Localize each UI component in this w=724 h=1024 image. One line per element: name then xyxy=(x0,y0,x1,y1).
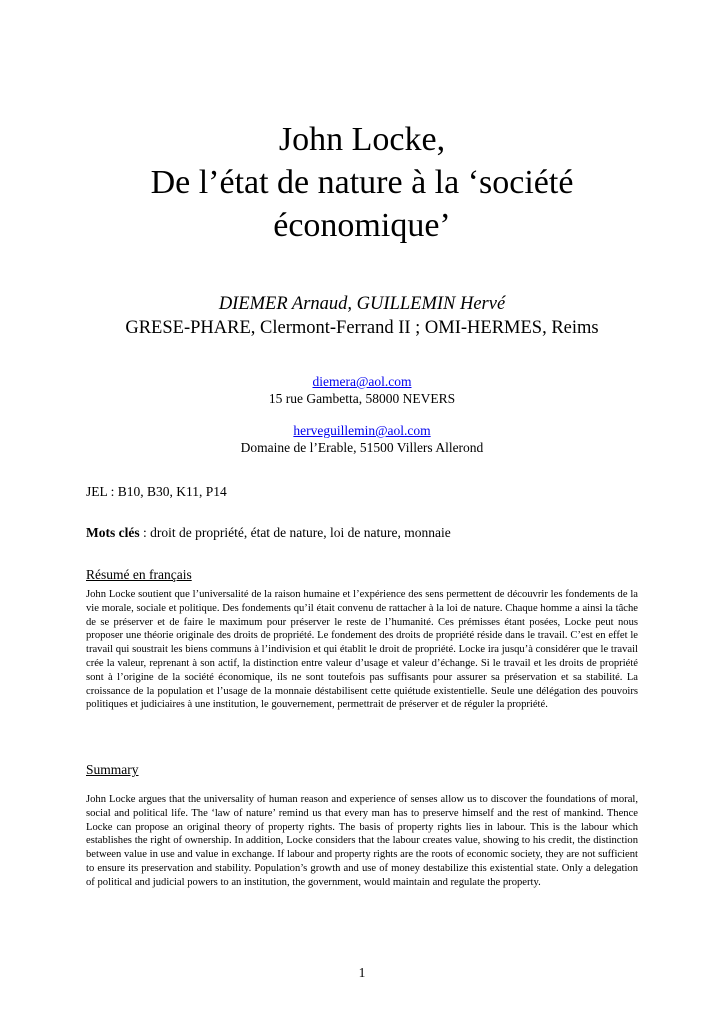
postal-address-2: Domaine de l’Erable, 51500 Villers Allerond xyxy=(240,440,484,455)
keywords-text: : droit de propriété, état de nature, loi de nature, monnaie xyxy=(139,525,451,540)
title-line-2: De l’état de nature à la ‘société xyxy=(150,164,574,201)
jel-codes: JEL : B10, B30, K11, P14 xyxy=(86,484,227,499)
email-link-2[interactable]: herveguillemin@aol.com xyxy=(293,423,431,438)
paper-title xyxy=(0,118,724,247)
author-affiliation: GRESE-PHARE, Clermont-Ferrand II ; OMI-HERMES, Reims xyxy=(125,318,599,338)
summary-paragraph: John Locke argues that the universality of human reason and experience of senses allow us to discover the foundations of moral, social and political life. The ‘law of nature’ remind us that every man has to preserve himself and the rest of mankind. Thence Locke can propose an original theory of property rights. The basis of property rights lies in labour. This is the labour which establishes the right of ownership. In addition, Locke considers that the labour creates value, showing to his credit, the distinction between value in use and value in exchange. If labour and property rights are the roots of economic society, they are not sufficient to ensure its preservation and stability. Population’s growth and use of money destabilize this existential state. Only a delegation of political and judicial powers to an institution, the government, would maintain and regulate the property. xyxy=(86,794,638,888)
contact-block-1 xyxy=(0,373,724,407)
keywords-line xyxy=(86,524,451,541)
contact-block-2 xyxy=(0,422,724,456)
page-number: 1 xyxy=(358,965,366,980)
postal-address-1: 15 rue Gambetta, 58000 NEVERS xyxy=(268,391,456,406)
resume-paragraph: John Locke soutient que l’universalité de la raison humaine et l’expérience des sens permettent de découvrir les fondements de la vie morale, sociale et politique. Des fondements qu’il était convenu de rattacher à la loi de nature. Chaque homme a ainsi la tâche de se préserver et de faire le maximum pour préserver le reste de l’humanité. Ces prémisses étant posées, Locke peut nous proposer une théorie originale des droits de propriété. Le fondement des droits de propriété réside dans le travail. C’est en effet le travail qui soustrait les biens communs à l’indivision et qui établit le droit de propriété. Locke ira jusqu’à considérer que le travail crée la valeur, reprenant à son actif, la distinction entre valeur d’usage et valeur d’échange. Si le travail et les droits de propriété sont à l’origine de la société économique, ils ne sont toutefois pas suffisants pour assurer sa préservation et sa stabilité. La croissance de la population et l’usage de la monnaie déstabilisent cette quiétude existentielle. Seule une délégation des pouvoirs politiques et judiciaires à une institution, le gouvernement, permettrait de préserver et de réguler la propriété. xyxy=(86,589,638,711)
title-line-3: économique’ xyxy=(273,207,451,244)
resume-heading: Résumé en français xyxy=(86,567,192,582)
author-block xyxy=(0,292,724,340)
summary-heading: Summary xyxy=(86,762,139,777)
keywords-label: Mots clés xyxy=(86,525,140,540)
author-names: DIEMER Arnaud, GUILLEMIN Hervé xyxy=(218,294,506,314)
email-link-1[interactable]: diemera@aol.com xyxy=(312,374,412,389)
title-line-1: John Locke, xyxy=(278,121,446,158)
